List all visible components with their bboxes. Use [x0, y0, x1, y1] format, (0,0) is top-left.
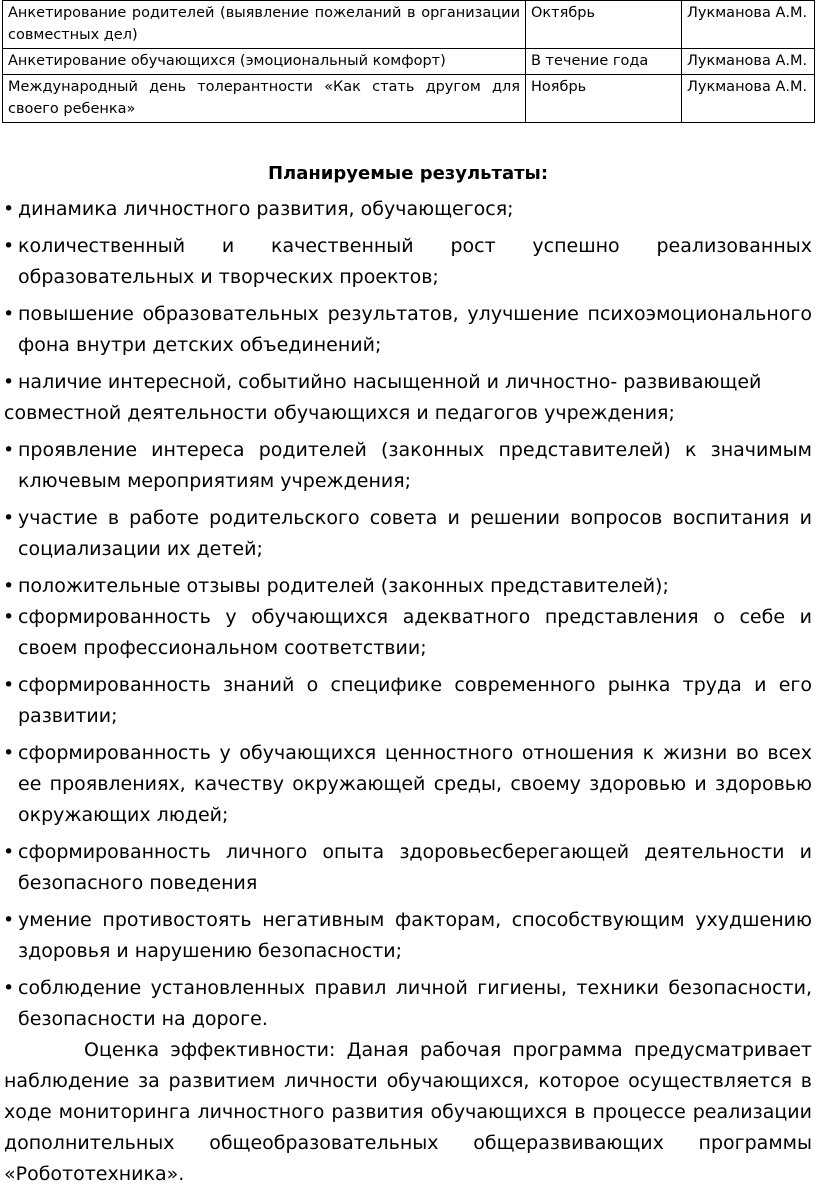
bullet-icon: • — [3, 606, 15, 628]
list-item — [0, 435, 816, 497]
list-item-text: наличие интересной, событийно насыщенной и личностно- развивающей — [18, 371, 762, 393]
table-row — [3, 1, 815, 49]
bullet-icon: • — [3, 303, 15, 325]
list-item-text: сформированность у обучающихся адекватного представления о себе и своем профессиональном соответствии; — [18, 606, 812, 659]
responsible-cell: Лукманова А.М. — [682, 49, 815, 75]
list-item — [0, 503, 816, 565]
list-item-text: динамика личностного развития, обучающегося; — [18, 198, 514, 220]
list-item-text: количественный и качественный рост успешно реализованных образовательных и творческих проектов; — [18, 235, 812, 288]
assessment-paragraph: Оценка эффективности: Даная рабочая программа предусматривает наблюдение за развитием личности обучающихся, которое осуществляется в ходе мониторинга личностного развития обучающихся в процессе реализации дополнительных общеобразовательных общеразвивающих программы «Робототехника». — [4, 1039, 812, 1185]
responsible-cell: Лукманова А.М. — [682, 75, 815, 123]
list-item-text: умение противостоять негативным факторам, способствующим ухудшению здоровья и нарушению безопасности; — [18, 909, 812, 962]
bullet-icon: • — [3, 575, 15, 597]
table-row — [3, 49, 815, 75]
results-list — [0, 194, 816, 1190]
bullet-icon: • — [3, 742, 15, 764]
list-item-text: участие в работе родительского совета и решении вопросов воспитания и социализации их детей; — [18, 507, 812, 560]
list-item-text: повышение образовательных результатов, улучшение психоэмоционального фона внутри детских объединений; — [18, 303, 812, 356]
list-item — [0, 837, 816, 899]
list-item — [0, 738, 816, 831]
event-cell: Международный день толерантности «Как стать другом для своего ребенка» — [3, 75, 526, 123]
bullet-icon: • — [3, 977, 15, 999]
event-cell: Анкетирование родителей (выявление пожеланий в организации совместных дел) — [3, 1, 526, 49]
results-heading: Планируемые результаты: — [267, 163, 549, 184]
list-item — [0, 973, 816, 1035]
list-item — [0, 299, 816, 361]
date-cell: Октябрь — [526, 1, 682, 49]
bullet-icon: • — [3, 909, 15, 931]
list-item-text: сформированность знаний о специфике современного рынка труда и его развитии; — [18, 674, 812, 727]
list-item — [0, 670, 816, 732]
date-cell: Ноябрь — [526, 75, 682, 123]
table-row — [3, 75, 815, 123]
bullet-icon: • — [3, 439, 15, 461]
list-item-continuation: совместной деятельности обучающихся и педагогов учреждения; — [4, 402, 675, 424]
list-item-text: проявление интереса родителей (законных представителей) к значимым ключевым мероприятиям учреждения; — [18, 439, 812, 492]
list-item-text: сформированность у обучающихся ценностного отношения к жизни во всех ее проявлениях, качеству окружающей среды, своему здоровью и здоровью окружающих людей; — [18, 742, 812, 826]
event-cell: Анкетирование обучающихся (эмоциональный комфорт) — [3, 49, 526, 75]
list-item-text: положительные отзывы родителей (законных представителей); — [18, 575, 669, 597]
list-item — [0, 571, 816, 602]
bullet-icon: • — [3, 371, 15, 393]
bullet-icon: • — [3, 198, 15, 220]
list-item — [0, 231, 816, 293]
list-item-text: сформированность личного опыта здоровьесберегающей деятельности и безопасного поведения — [18, 841, 812, 894]
bullet-icon: • — [3, 507, 15, 529]
list-item — [0, 905, 816, 967]
responsible-cell: Лукманова А.М. — [682, 1, 815, 49]
bullet-icon: • — [3, 841, 15, 863]
list-item — [0, 194, 816, 225]
list-item — [0, 367, 816, 398]
bullet-icon: • — [3, 235, 15, 257]
list-item-text: соблюдение установленных правил личной гигиены, техники безопасности, безопасности на дороге. — [18, 977, 812, 1030]
bullet-icon: • — [3, 674, 15, 696]
date-cell: В течение года — [526, 49, 682, 75]
list-item — [0, 602, 816, 664]
events-table — [2, 0, 815, 123]
